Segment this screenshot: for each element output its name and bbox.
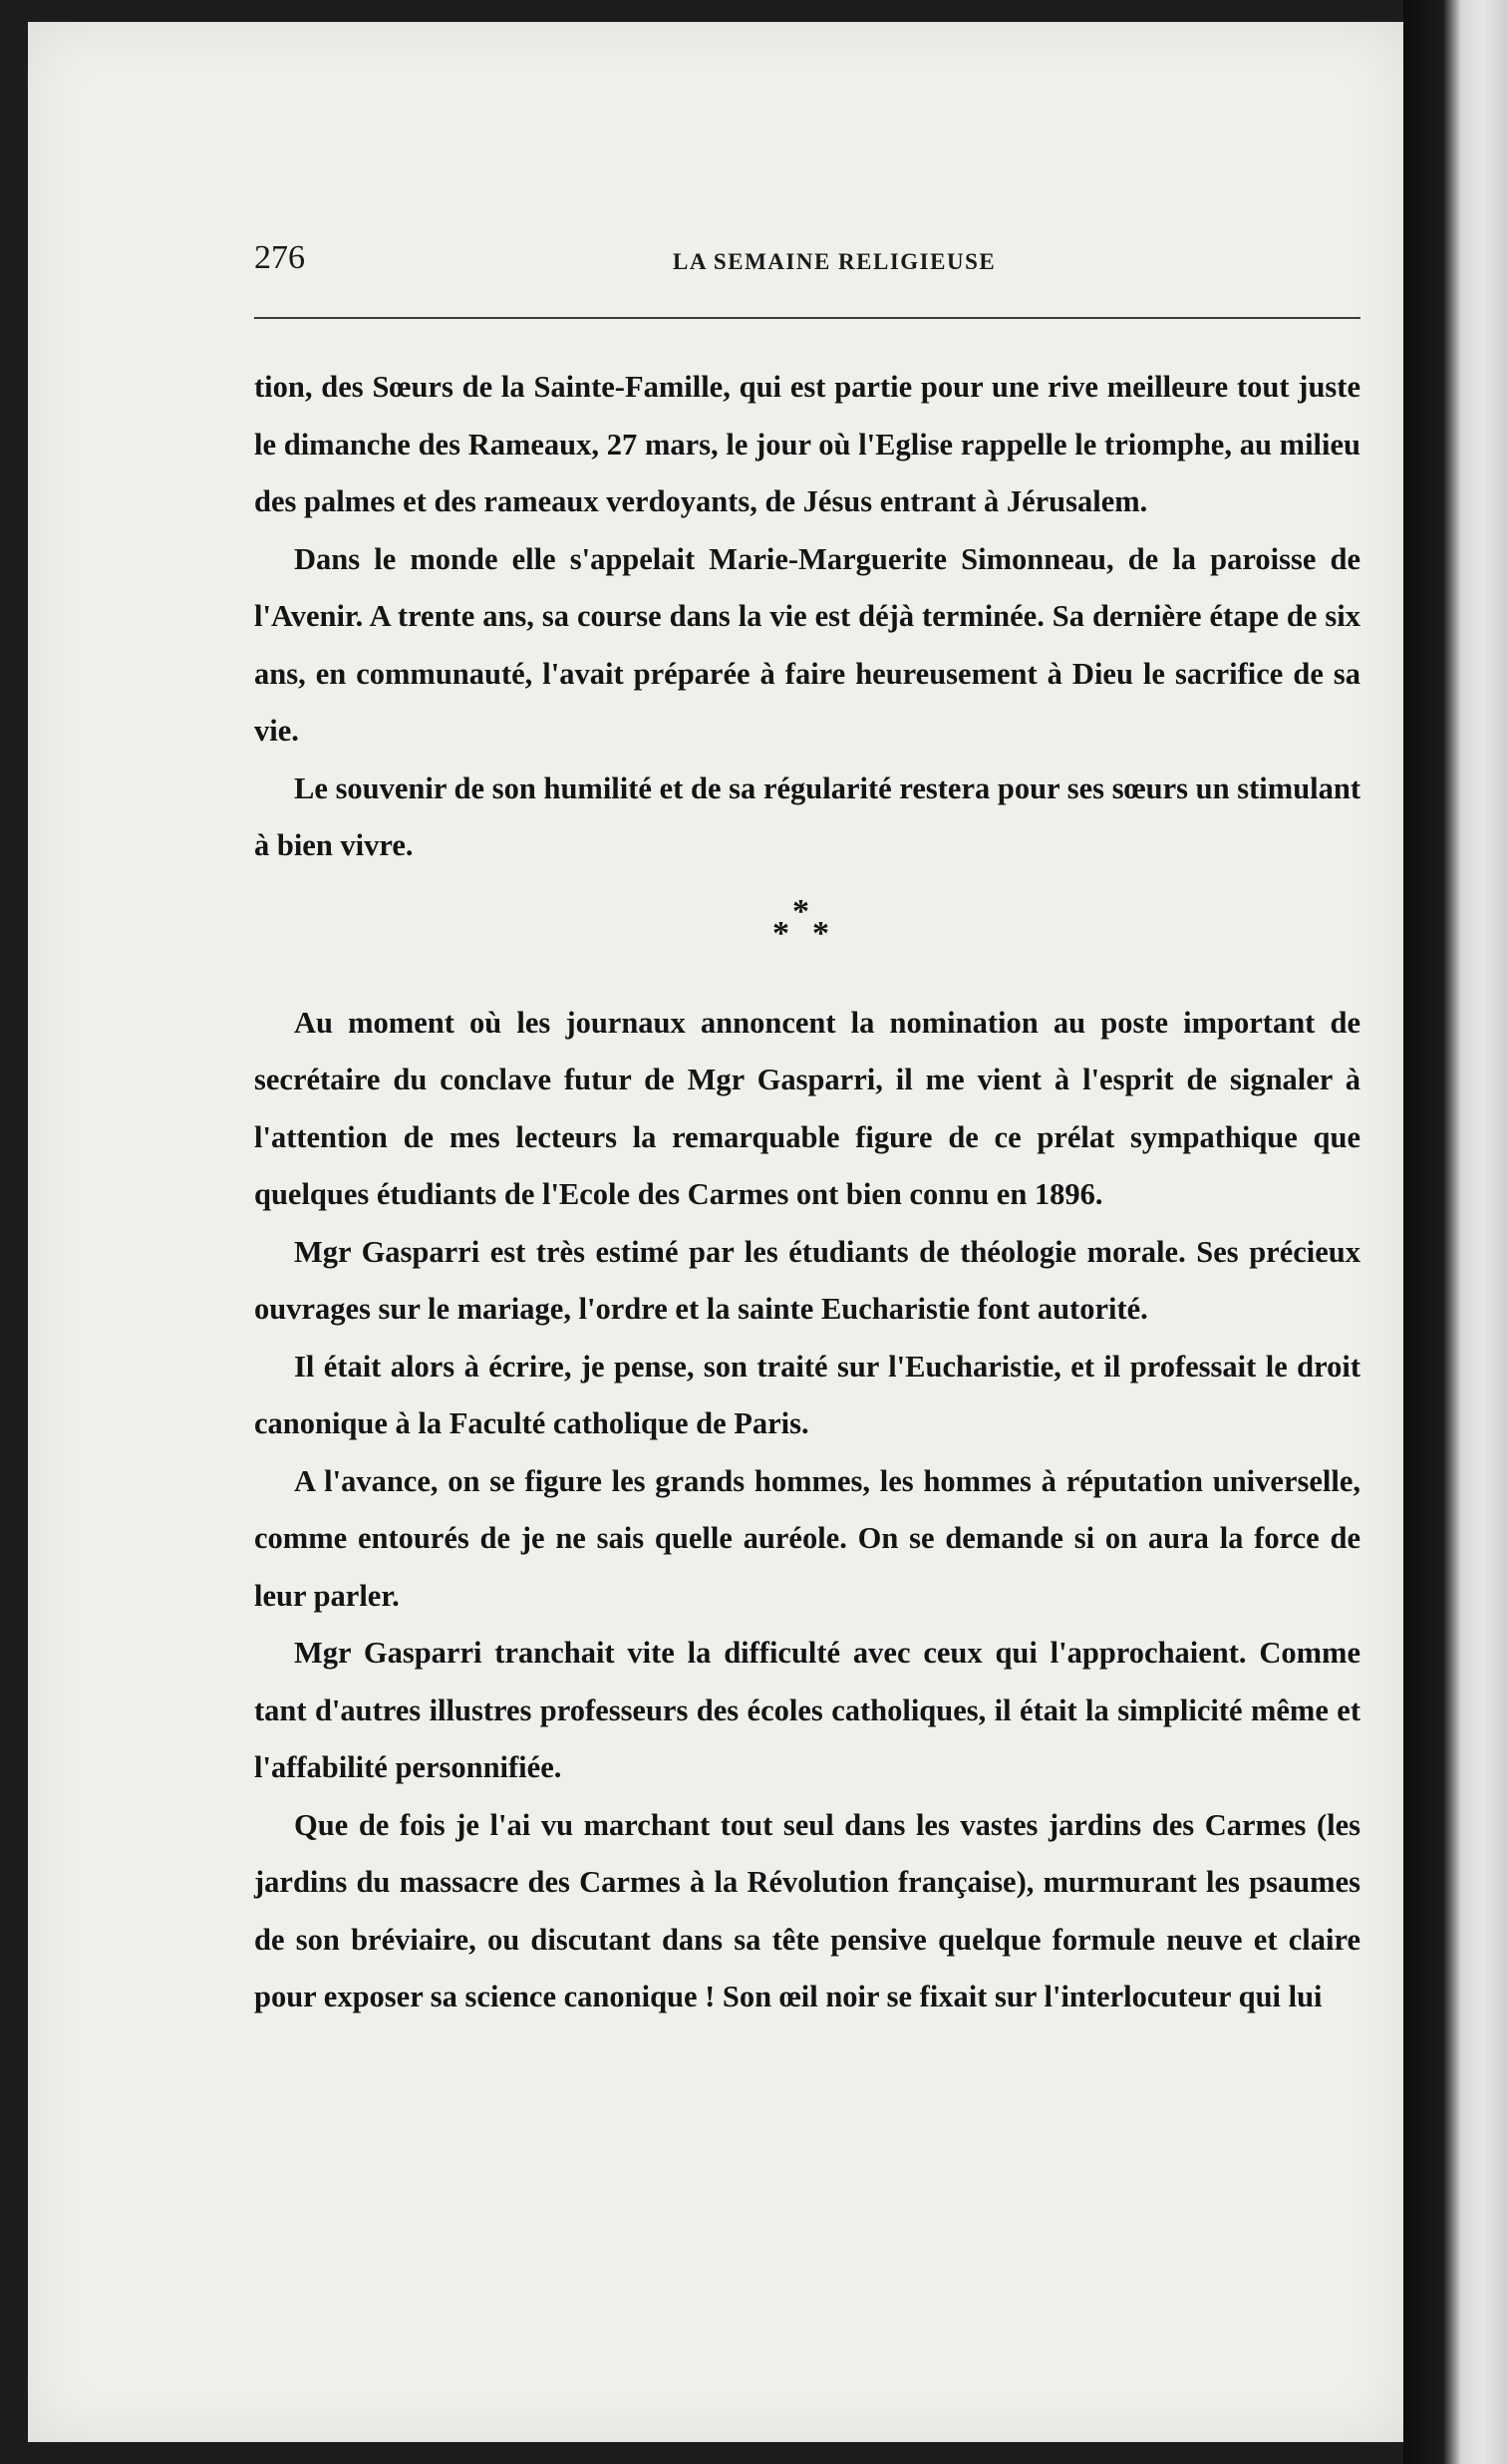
asterisk: *	[772, 914, 789, 952]
paragraph: A l'avance, on se figure les grands hommes, les hommes à réputation universelle, comme entourés de je ne sais quelle auréole. On se demande si on aura la force de leur parler.	[254, 1463, 1360, 1613]
paragraph: Que de fois je l'ai vu marchant tout seul dans les vastes jardins des Carmes (les jardins du massacre des Carmes à la Révolution française), murmurant les psaumes de son bréviaire, ou discutant dans sa tête pensive quelque formule neuve et claire pour exposer sa science canonique ! Son œil noir se fixait sur l'interlocuteur qui lui	[254, 1807, 1360, 2013]
asterisk: *	[792, 892, 809, 930]
page-number: 276	[254, 239, 305, 276]
body-text	[254, 359, 1360, 2026]
header-rule	[254, 317, 1360, 319]
paragraph: Au moment où les journaux annoncent la nomination au poste important de secrétaire du conclave futur de Mgr Gasparri, il me vient à l'esprit de signaler à l'attention de mes lecteurs la remarquable figure de ce prélat sympathique que quelques étudiants de l'Ecole des Carmes ont bien connu en 1896.	[254, 1005, 1360, 1211]
asterisk: *	[812, 914, 829, 952]
paragraph: Il était alors à écrire, je pense, son traité sur l'Eucharistie, et il professait le droit canonique à la Faculté catholique de Paris.	[254, 1349, 1360, 1440]
book-spine-edge	[1403, 0, 1507, 2464]
paragraph: Dans le monde elle s'appelait Marie-Marguerite Simonneau, de la paroisse de l'Avenir. A trente ans, sa course dans la vie est déjà terminée. Sa dernière étape de six ans, en communauté, l'avait préparée à faire heureusement à Dieu le sacrifice de sa vie.	[254, 541, 1360, 748]
paragraph: Le souvenir de son humilité et de sa régularité restera pour ses sœurs un stimulant à bien vivre.	[254, 770, 1360, 862]
paragraph: Mgr Gasparri est très estimé par les étudiants de théologie morale. Ses précieux ouvrages sur le mariage, l'ordre et la sainte Eucharistie font autorité.	[254, 1234, 1360, 1326]
running-title: LA SEMAINE RELIGIEUSE	[673, 249, 997, 274]
paragraph: Mgr Gasparri tranchait vite la difficulté avec ceux qui l'approchaient. Comme tant d'autres illustres professeurs des écoles catholiques, il était la simplicité même et l'affabilité personnifiée.	[254, 1636, 1360, 1784]
page-header	[254, 239, 1360, 279]
paragraph: tion, des Sœurs de la Sainte-Famille, qui est partie pour une rive meilleure tout juste le dimanche des Rameaux, 27 mars, le jour où l'Eglise rappelle le triomphe, au milieu des palmes et des rameaux verdoyants, de Jésus entrant à Jérusalem.	[254, 370, 1360, 518]
section-asterism	[254, 875, 1360, 995]
